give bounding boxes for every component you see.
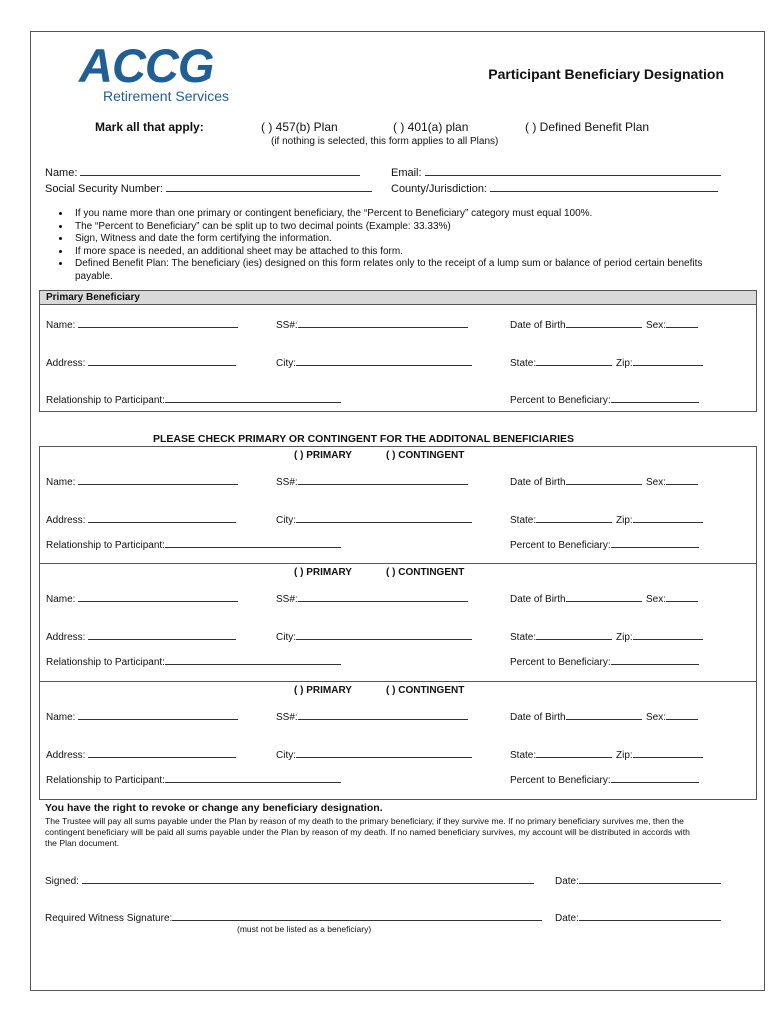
field-label: Date of Birth <box>510 712 566 723</box>
address-field[interactable] <box>46 356 236 369</box>
signature-date-field[interactable] <box>555 874 721 887</box>
input-line[interactable] <box>566 475 642 485</box>
state-field[interactable] <box>510 356 612 369</box>
revoke-text-line-2: contingent beneficiary will be paid all sums payable under the Plan by reason of my death. If no named beneficiary survives, my account will be distributed in accords with <box>45 827 690 837</box>
list-item: • The “Percent to Beneficiary” can be split up to two decimal points (Example: 33.33%) <box>71 221 721 234</box>
input-line[interactable] <box>165 655 341 665</box>
name-field[interactable] <box>46 710 238 723</box>
input-line[interactable] <box>298 592 468 602</box>
field-label: State: <box>510 515 537 526</box>
ss-field[interactable] <box>276 475 468 488</box>
date-label: Date: <box>555 876 579 887</box>
input-line[interactable] <box>172 911 542 921</box>
input-line[interactable] <box>88 630 236 640</box>
field-label: Relationship to Participant: <box>46 540 165 551</box>
percent-field[interactable] <box>510 773 699 786</box>
participant-county-label: County/Jurisdiction: <box>391 183 487 195</box>
input-line[interactable] <box>666 318 698 328</box>
contingent-checkbox[interactable]: ( ) CONTINGENT <box>386 450 465 461</box>
field-label: City: <box>276 515 296 526</box>
witness-note: (must not be listed as a beneficiary) <box>237 924 372 934</box>
list-item: • Sign, Witness and date the form certifying the information. <box>71 233 721 246</box>
additional-beneficiary-section <box>39 564 757 682</box>
input-line[interactable] <box>611 655 699 665</box>
zip-field[interactable] <box>616 748 703 761</box>
name-field[interactable] <box>46 475 238 488</box>
relationship-field[interactable] <box>46 773 341 786</box>
zip-field[interactable] <box>616 513 703 526</box>
dob-field[interactable] <box>510 318 642 331</box>
input-line[interactable] <box>666 710 698 720</box>
field-label: City: <box>276 632 296 643</box>
input-line[interactable] <box>425 166 721 176</box>
ss-field[interactable] <box>276 710 468 723</box>
state-field[interactable] <box>510 630 612 643</box>
input-line[interactable] <box>80 166 360 176</box>
input-line[interactable] <box>566 592 642 602</box>
input-line[interactable] <box>666 592 698 602</box>
input-line[interactable] <box>296 630 472 640</box>
form-page <box>30 31 765 991</box>
state-field[interactable] <box>510 513 612 526</box>
city-field[interactable] <box>276 630 472 643</box>
primary-beneficiary-heading: Primary Beneficiary <box>40 291 756 305</box>
plan-457b-checkbox[interactable]: ( ) 457(b) Plan <box>261 120 338 134</box>
ss-field[interactable] <box>276 318 468 331</box>
input-line[interactable] <box>611 773 699 783</box>
input-line[interactable] <box>566 318 642 328</box>
field-label: Name: <box>46 320 76 331</box>
sex-field[interactable] <box>646 475 698 488</box>
sex-field[interactable] <box>646 592 698 605</box>
field-label: Zip: <box>616 358 633 369</box>
list-item: • If you name more than one primary or contingent beneficiary, the “Percent to Beneficiary” category must equal 100%. <box>71 208 721 221</box>
input-line[interactable] <box>78 710 238 720</box>
input-line[interactable] <box>633 630 703 640</box>
name-field[interactable] <box>46 318 238 331</box>
state-field[interactable] <box>510 748 612 761</box>
input-line[interactable] <box>536 513 612 523</box>
field-label: Zip: <box>616 632 633 643</box>
name-field[interactable] <box>46 592 238 605</box>
field-label: Sex: <box>646 477 667 488</box>
percent-field[interactable] <box>510 538 699 551</box>
dob-field[interactable] <box>510 710 642 723</box>
revoke-heading: You have the right to revoke or change any beneficiary designation. <box>45 802 383 814</box>
zip-field[interactable] <box>616 630 703 643</box>
additional-beneficiary-section <box>39 446 757 564</box>
input-line[interactable] <box>611 393 699 403</box>
field-label: Percent to Beneficiary: <box>510 395 611 406</box>
plans-prompt: Mark all that apply: <box>95 120 204 134</box>
field-label: Name: <box>46 594 76 605</box>
input-line[interactable] <box>88 748 236 758</box>
field-label: State: <box>510 358 537 369</box>
percent-field[interactable] <box>510 655 699 668</box>
field-label: SS#: <box>276 320 298 331</box>
participant-name-label: Name: <box>45 167 78 179</box>
address-field[interactable] <box>46 513 236 526</box>
input-line[interactable] <box>611 538 699 548</box>
field-label: City: <box>276 750 296 761</box>
list-item: • Defined Benefit Plan: The beneficiary (ies) designed on this form relates only to the receipt of a lump sum or balance of period certain benefits payable. <box>71 258 721 283</box>
input-line[interactable] <box>88 513 236 523</box>
plan-defined-benefit-checkbox[interactable]: ( ) Defined Benefit Plan <box>525 120 650 134</box>
plan-401a-checkbox[interactable]: ( ) 401(a) plan <box>393 120 469 134</box>
ss-field[interactable] <box>276 592 468 605</box>
city-field[interactable] <box>276 513 472 526</box>
field-label: Address: <box>46 515 86 526</box>
logo-subtitle: Retirement Services <box>103 88 230 104</box>
revoke-text-line-1: The Trustee will pay all sums payable under the Plan by reason of my death to the primary beneficiary, if they survive me. If no primary beneficiary survives me, then the <box>45 816 684 826</box>
participant-county-field[interactable] <box>391 182 718 195</box>
input-line[interactable] <box>165 393 341 403</box>
participant-ssn-field[interactable] <box>45 182 372 195</box>
dob-field[interactable] <box>510 592 642 605</box>
input-line[interactable] <box>536 356 612 366</box>
input-line[interactable] <box>490 182 718 192</box>
field-label: State: <box>510 750 537 761</box>
field-label: Address: <box>46 750 86 761</box>
relationship-field[interactable] <box>46 655 341 668</box>
field-label: City: <box>276 358 296 369</box>
field-label: Sex: <box>646 712 667 723</box>
field-label: Zip: <box>616 515 633 526</box>
input-line[interactable] <box>579 874 721 884</box>
input-line[interactable] <box>165 538 341 548</box>
input-line[interactable] <box>666 475 698 485</box>
dob-field[interactable] <box>510 475 642 488</box>
participant-ssn-label: Social Security Number: <box>45 183 163 195</box>
additional-beneficiaries-heading: PLEASE CHECK PRIMARY OR CONTINGENT FOR THE ADDITONAL BENEFICIARIES <box>153 433 574 445</box>
field-label: Sex: <box>646 594 667 605</box>
witness-date-field[interactable] <box>555 911 721 924</box>
input-line[interactable] <box>296 748 472 758</box>
input-line[interactable] <box>82 874 534 884</box>
relationship-field[interactable] <box>46 538 341 551</box>
sex-field[interactable] <box>646 710 698 723</box>
field-label: Name: <box>46 712 76 723</box>
field-label: Zip: <box>616 750 633 761</box>
field-label: SS#: <box>276 594 298 605</box>
list-item: • If more space is needed, an additional sheet may be attached to this form. <box>71 246 721 259</box>
field-label: SS#: <box>276 712 298 723</box>
revoke-text-line-3: the Plan document. <box>45 838 120 848</box>
input-line[interactable] <box>296 513 472 523</box>
witness-signature-field[interactable] <box>45 911 542 924</box>
contingent-checkbox[interactable]: ( ) CONTINGENT <box>386 567 465 578</box>
relationship-field[interactable] <box>46 393 341 406</box>
contingent-checkbox[interactable]: ( ) CONTINGENT <box>386 685 465 696</box>
field-label: Percent to Beneficiary: <box>510 657 611 668</box>
participant-email-label: Email: <box>391 167 422 179</box>
city-field[interactable] <box>276 356 472 369</box>
instructions-list <box>55 208 721 283</box>
field-label: Address: <box>46 632 86 643</box>
input-line[interactable] <box>566 710 642 720</box>
input-line[interactable] <box>633 356 703 366</box>
field-label: Date of Birth <box>510 320 566 331</box>
input-line[interactable] <box>78 318 238 328</box>
input-line[interactable] <box>633 748 703 758</box>
accg-logo: ACCG <box>79 39 214 92</box>
field-label: Relationship to Participant: <box>46 657 165 668</box>
primary-checkbox[interactable]: ( ) PRIMARY <box>294 685 352 696</box>
primary-checkbox[interactable]: ( ) PRIMARY <box>294 450 352 461</box>
percent-field[interactable] <box>510 393 699 406</box>
field-label: Date of Birth <box>510 594 566 605</box>
input-line[interactable] <box>536 748 612 758</box>
input-line[interactable] <box>78 592 238 602</box>
sex-field[interactable] <box>646 318 698 331</box>
field-label: Percent to Beneficiary: <box>510 540 611 551</box>
input-line[interactable] <box>298 318 468 328</box>
field-label: SS#: <box>276 477 298 488</box>
witness-label: Required Witness Signature: <box>45 913 173 924</box>
city-field[interactable] <box>276 748 472 761</box>
field-label: Sex: <box>646 320 667 331</box>
input-line[interactable] <box>536 630 612 640</box>
form-title: Participant Beneficiary Designation <box>488 66 724 82</box>
zip-field[interactable] <box>616 356 703 369</box>
participant-name-field[interactable] <box>45 166 360 179</box>
field-label: Name: <box>46 477 76 488</box>
field-label: Address: <box>46 358 86 369</box>
field-label: Relationship to Participant: <box>46 395 165 406</box>
input-line[interactable] <box>296 356 472 366</box>
additional-beneficiary-section <box>39 682 757 800</box>
field-label: State: <box>510 632 537 643</box>
signature-field[interactable] <box>45 874 534 887</box>
primary-checkbox[interactable]: ( ) PRIMARY <box>294 567 352 578</box>
input-line[interactable] <box>633 513 703 523</box>
field-label: Date of Birth <box>510 477 566 488</box>
address-field[interactable] <box>46 748 236 761</box>
input-line[interactable] <box>165 773 341 783</box>
field-label: Relationship to Participant: <box>46 775 165 786</box>
signed-label: Signed: <box>45 876 79 887</box>
input-line[interactable] <box>78 475 238 485</box>
address-field[interactable] <box>46 630 236 643</box>
plans-note: (if nothing is selected, this form applies to all Plans) <box>271 136 499 147</box>
input-line[interactable] <box>88 356 236 366</box>
input-line[interactable] <box>579 911 721 921</box>
date-label: Date: <box>555 913 579 924</box>
input-line[interactable] <box>298 710 468 720</box>
participant-email-field[interactable] <box>391 166 721 179</box>
field-label: Percent to Beneficiary: <box>510 775 611 786</box>
primary-beneficiary-section <box>39 290 757 412</box>
input-line[interactable] <box>298 475 468 485</box>
input-line[interactable] <box>166 182 372 192</box>
